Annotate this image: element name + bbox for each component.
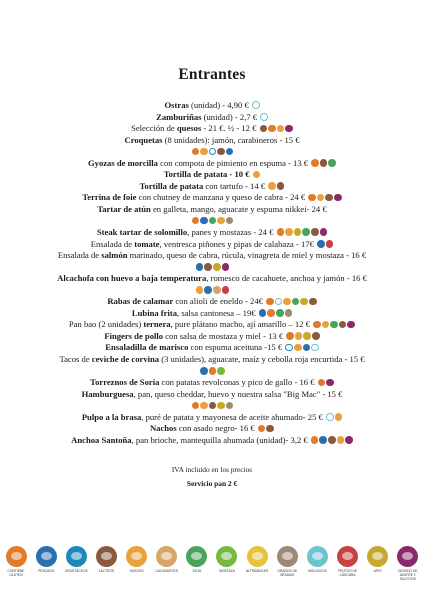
dish-name: quesos bbox=[176, 123, 202, 134]
dish-text: Ensalada de bbox=[57, 250, 102, 261]
menu-item bbox=[0, 192, 424, 204]
legend-label: APIO bbox=[373, 569, 382, 573]
dish-name: Hamburguesa bbox=[81, 388, 134, 399]
dish-name: tomate bbox=[134, 238, 160, 249]
dish-name: Rabas de calamar bbox=[107, 296, 174, 307]
moluscos-allergen-icon bbox=[311, 344, 319, 352]
moluscos-allergen-icon bbox=[260, 113, 268, 121]
sesamo-allergen-icon bbox=[226, 402, 234, 410]
sulfitos-allergen-icon bbox=[334, 194, 342, 202]
dish-text: Ensalada de bbox=[90, 238, 135, 249]
dish-text: - 21 €. ½ - 12 € bbox=[201, 123, 259, 134]
legend-item bbox=[396, 546, 420, 586]
frutos-cascara-icon bbox=[337, 546, 358, 567]
menu-item bbox=[0, 400, 424, 412]
mostaza-icon bbox=[367, 546, 388, 567]
dish-text: (8 unidades): jamón, carabineros - 15 € bbox=[162, 134, 300, 145]
dish-text: , salsa cantonesa – 19€ bbox=[177, 307, 258, 318]
dish-text: en galleta, mango, aguacate y espuma nikkei- 24 € bbox=[150, 203, 327, 214]
gluten-allergen-icon bbox=[209, 367, 217, 375]
soja-allergen-icon bbox=[302, 228, 310, 236]
menu-item bbox=[0, 435, 424, 447]
gluten-allergen-icon bbox=[192, 402, 200, 410]
dish-name: Zamburiñas bbox=[156, 111, 202, 122]
sulfitos-icon bbox=[397, 546, 418, 567]
menu-item bbox=[0, 146, 424, 158]
gluten-allergen-icon bbox=[192, 148, 200, 156]
sesamo-allergen-icon bbox=[226, 217, 234, 225]
dish-text: (3 unidades), aguacate, maíz y cebolla roja encurtida - 15 € bbox=[159, 354, 365, 365]
dish-text: , panes y mostazas - 24 € bbox=[187, 227, 276, 238]
legend-item bbox=[64, 546, 88, 586]
menu-item bbox=[0, 366, 424, 378]
dish-text: con alioli de eneldo - 24€ bbox=[173, 296, 266, 307]
pescado-allergen-icon bbox=[204, 286, 212, 294]
dish-text: con tartufo - 14 € bbox=[203, 180, 268, 191]
sulfitos-allergen-icon bbox=[285, 125, 293, 133]
pescado-allergen-icon bbox=[226, 148, 234, 156]
dish-name: Pulpo a la brasa bbox=[81, 411, 142, 422]
legend-item bbox=[4, 546, 28, 586]
dish-name: Ostras bbox=[164, 100, 189, 110]
huevos-allergen-icon bbox=[253, 171, 261, 179]
soja-allergen-icon bbox=[330, 321, 338, 329]
legend-label: SOJA bbox=[192, 569, 202, 573]
dish-text: , pan brioche, mantequilla ahumada (unidad)- 3,2 € bbox=[131, 434, 310, 445]
mostaza-allergen-icon bbox=[213, 263, 221, 271]
sulfitos-allergen-icon bbox=[326, 379, 334, 387]
gluten-icon bbox=[6, 546, 27, 567]
soja-allergen-icon bbox=[209, 217, 217, 225]
mostaza-allergen-icon bbox=[294, 228, 302, 236]
sulfitos-allergen-icon bbox=[347, 321, 355, 329]
menu-item bbox=[0, 239, 424, 251]
dish-text: , pan, queso cheddar, huevo y nuestra salsa "Big Mac" - 15 € bbox=[133, 388, 343, 399]
gluten-allergen-icon bbox=[277, 228, 285, 236]
legend-item bbox=[155, 546, 179, 586]
lacteos-allergen-icon bbox=[312, 332, 320, 340]
huevos-allergen-icon bbox=[200, 148, 208, 156]
huevos-allergen-icon bbox=[294, 344, 302, 352]
gluten-allergen-icon bbox=[313, 321, 321, 329]
lacteos-allergen-icon bbox=[311, 228, 319, 236]
menu-item bbox=[0, 308, 424, 320]
footer-notes bbox=[0, 465, 424, 493]
legend-item bbox=[215, 546, 239, 586]
dish-name: ternera bbox=[143, 319, 171, 330]
lacteos-allergen-icon bbox=[260, 125, 268, 133]
huevos-icon bbox=[126, 546, 147, 567]
mostaza-allergen-icon bbox=[300, 298, 308, 306]
dish-name: Alcachofa con huevo a baja temperatura bbox=[57, 273, 207, 284]
dish-text: Selección de bbox=[131, 123, 177, 134]
dish-text: con asado negro- 16 € bbox=[176, 423, 257, 434]
legend-label: FRUTOS DE CÁSCARA bbox=[338, 569, 358, 577]
gluten-allergen-icon bbox=[286, 332, 294, 340]
lacteos-allergen-icon bbox=[209, 402, 217, 410]
menu-item bbox=[0, 215, 424, 227]
menu-item bbox=[0, 377, 424, 389]
menu-item bbox=[0, 181, 424, 193]
legend-label: CONTIENE GLUTEN bbox=[7, 569, 25, 577]
legend-label: PESCADO bbox=[38, 569, 55, 573]
dish-text: con chutney de manzana y queso de cabra - 24 € bbox=[136, 192, 308, 203]
dish-name: Ensaladilla de marisco bbox=[105, 342, 189, 353]
menu-list bbox=[0, 100, 424, 446]
crustaceos-allergen-icon bbox=[209, 148, 217, 156]
legend-item bbox=[34, 546, 58, 586]
iva-note: IVA incluido en los precios bbox=[171, 465, 253, 474]
menu-item bbox=[0, 250, 424, 262]
lacteos-allergen-icon bbox=[309, 298, 317, 306]
menu-item bbox=[0, 158, 424, 170]
huevos-allergen-icon bbox=[317, 194, 325, 202]
dish-name: Torreznos de Soria bbox=[90, 377, 160, 388]
menu-item bbox=[0, 100, 424, 112]
legend-item bbox=[125, 546, 149, 586]
sulfitos-allergen-icon bbox=[320, 228, 328, 236]
huevos-allergen-icon bbox=[322, 321, 330, 329]
legend-label: MOLUSCOS bbox=[307, 569, 327, 573]
pescado-allergen-icon bbox=[319, 436, 327, 444]
gluten-allergen-icon bbox=[311, 436, 319, 444]
dish-name: Tortilla de patata bbox=[139, 180, 204, 191]
soja-icon bbox=[186, 546, 207, 567]
moluscos-allergen-icon bbox=[252, 101, 260, 109]
dish-name: Anchoa Santoña bbox=[71, 434, 132, 445]
gluten-allergen-icon bbox=[311, 159, 319, 167]
lacteos-allergen-icon bbox=[320, 159, 328, 167]
soja-allergen-icon bbox=[292, 298, 300, 306]
cacahuetes-allergen-icon bbox=[213, 286, 221, 294]
legend-item bbox=[336, 546, 360, 586]
legend-item bbox=[245, 546, 269, 586]
dish-text: marinado, queso de cabra, rúcula, vinagreta de miel y mostaza - 16 € bbox=[127, 250, 367, 261]
menu-item bbox=[0, 354, 424, 366]
gluten-allergen-icon bbox=[268, 125, 276, 133]
moluscos-icon bbox=[307, 546, 328, 567]
gluten-allergen-icon bbox=[266, 298, 274, 306]
crustaceos-icon bbox=[66, 546, 87, 567]
menu-item bbox=[0, 135, 424, 147]
allergen-legend bbox=[4, 546, 420, 586]
menu-item bbox=[0, 285, 424, 297]
legend-label: ALTRAMUCES bbox=[245, 569, 269, 573]
gluten-allergen-icon bbox=[258, 425, 266, 433]
dish-text: , pure plátano macho, ají amarillo – 12 € bbox=[170, 319, 313, 330]
dish-text: , puré de patata y mayonesa de aceite ahumado- 25 € bbox=[141, 411, 325, 422]
legend-label: DIÓXIDO DE AZUFRE Y SULFITOS bbox=[398, 569, 418, 581]
huevos-allergen-icon bbox=[337, 436, 345, 444]
legend-label: HUEVOS bbox=[129, 569, 144, 573]
dish-text: con espuma aceituna -15 € bbox=[188, 342, 285, 353]
dish-text: (unidad) - 4,90 € bbox=[188, 100, 251, 110]
mostaza-allergen-icon bbox=[217, 402, 225, 410]
dish-name: Steak tartar de solomillo bbox=[96, 227, 188, 238]
dish-name: ceviche de corvina bbox=[91, 354, 160, 365]
lacteos-allergen-icon bbox=[325, 194, 333, 202]
sulfitos-allergen-icon bbox=[345, 436, 353, 444]
gluten-allergen-icon bbox=[308, 194, 316, 202]
pescado-allergen-icon bbox=[196, 263, 204, 271]
menu-item bbox=[0, 319, 424, 331]
huevos-allergen-icon bbox=[335, 413, 343, 421]
huevos-allergen-icon bbox=[283, 298, 291, 306]
menu-item bbox=[0, 273, 424, 285]
dish-text: Tacos de bbox=[59, 354, 92, 365]
menu-item bbox=[0, 389, 424, 401]
menu-item bbox=[0, 296, 424, 308]
huevos-allergen-icon bbox=[217, 217, 225, 225]
menu-item bbox=[0, 262, 424, 274]
crustaceos-allergen-icon bbox=[285, 344, 293, 352]
gluten-allergen-icon bbox=[318, 379, 326, 387]
dish-name: Fingers de pollo bbox=[104, 330, 164, 341]
legend-item bbox=[305, 546, 329, 586]
dish-text: con compota de pimiento en espuma - 13 € bbox=[157, 157, 311, 168]
huevos-allergen-icon bbox=[196, 286, 204, 294]
huevos-allergen-icon bbox=[295, 332, 303, 340]
dish-text: con patatas revolconas y pico de gallo - 16 € bbox=[159, 377, 317, 388]
page-title: Entrantes bbox=[178, 66, 246, 83]
lacteos-allergen-icon bbox=[339, 321, 347, 329]
pescado-allergen-icon bbox=[259, 309, 267, 317]
apio-icon bbox=[216, 546, 237, 567]
legend-item bbox=[366, 546, 390, 586]
lacteos-allergen-icon bbox=[217, 148, 225, 156]
legend-label: CRUSTÁCEOS bbox=[64, 569, 88, 573]
dish-name: Tartar de atún bbox=[97, 203, 151, 214]
cacahuetes-icon bbox=[156, 546, 177, 567]
moluscos-allergen-icon bbox=[275, 298, 283, 306]
gluten-allergen-icon bbox=[267, 309, 275, 317]
servicio-note: Servicio pan 2 € bbox=[186, 479, 238, 488]
lacteos-icon bbox=[96, 546, 117, 567]
lacteos-allergen-icon bbox=[266, 425, 274, 433]
soja-allergen-icon bbox=[276, 309, 284, 317]
pescado-allergen-icon bbox=[317, 240, 325, 248]
menu-item bbox=[0, 227, 424, 239]
mostaza-allergen-icon bbox=[303, 332, 311, 340]
pescado-allergen-icon bbox=[200, 367, 208, 375]
dish-name: Terrina de foie bbox=[82, 192, 137, 203]
menu-item bbox=[0, 342, 424, 354]
dish-name: Tortilla de patata - 10 € bbox=[163, 169, 252, 180]
sesamo-allergen-icon bbox=[285, 309, 293, 317]
legend-item bbox=[94, 546, 118, 586]
menu-item bbox=[0, 123, 424, 135]
legend-item bbox=[185, 546, 209, 586]
lacteos-allergen-icon bbox=[204, 263, 212, 271]
menu-item bbox=[0, 169, 424, 181]
dish-text: , ventresca piñones y pipas de calabaza - 17€ bbox=[159, 238, 317, 249]
soja-allergen-icon bbox=[328, 159, 336, 167]
dish-name: salmón bbox=[101, 250, 128, 261]
huevos-allergen-icon bbox=[268, 182, 276, 190]
menu-item bbox=[0, 112, 424, 124]
sulfitos-allergen-icon bbox=[222, 263, 230, 271]
dish-text: (unidad) - 2,7 € bbox=[201, 111, 260, 122]
huevos-allergen-icon bbox=[285, 228, 293, 236]
dish-name: Croquetas bbox=[124, 134, 163, 145]
menu-item bbox=[0, 331, 424, 343]
dish-name: Lubina frita bbox=[131, 307, 178, 318]
pescado-icon bbox=[36, 546, 57, 567]
legend-item bbox=[275, 546, 299, 586]
dish-name: Gyozas de morcilla bbox=[87, 157, 158, 168]
legend-label: LÁCTEOS bbox=[98, 569, 115, 573]
dish-name: Nachos bbox=[149, 423, 177, 434]
dish-text: con salsa de mostaza y miel - 13 € bbox=[163, 330, 286, 341]
pescado-allergen-icon bbox=[200, 217, 208, 225]
frutos-cascara-allergen-icon bbox=[326, 240, 334, 248]
legend-label: MOSTAZA bbox=[219, 569, 235, 573]
huevos-allergen-icon bbox=[200, 402, 208, 410]
menu-item bbox=[0, 412, 424, 424]
lacteos-allergen-icon bbox=[328, 436, 336, 444]
legend-label: CACAHUETES bbox=[155, 569, 178, 573]
apio-allergen-icon bbox=[217, 367, 225, 375]
dish-text: , romesco de cacahuete, anchoa y jamón - 16 € bbox=[206, 273, 367, 284]
lacteos-allergen-icon bbox=[277, 182, 285, 190]
frutos-cascara-allergen-icon bbox=[222, 286, 230, 294]
menu-item bbox=[0, 423, 424, 435]
legend-label: GRANOS DE SÉSAMO bbox=[277, 569, 298, 577]
menu-item bbox=[0, 204, 424, 216]
huevos-allergen-icon bbox=[277, 125, 285, 133]
pescado-allergen-icon bbox=[303, 344, 311, 352]
sesamo-icon bbox=[277, 546, 298, 567]
moluscos-allergen-icon bbox=[326, 413, 334, 421]
altramuces-icon bbox=[247, 546, 268, 567]
gluten-allergen-icon bbox=[192, 217, 200, 225]
dish-text: Pan bao (2 unidades) bbox=[68, 319, 144, 330]
